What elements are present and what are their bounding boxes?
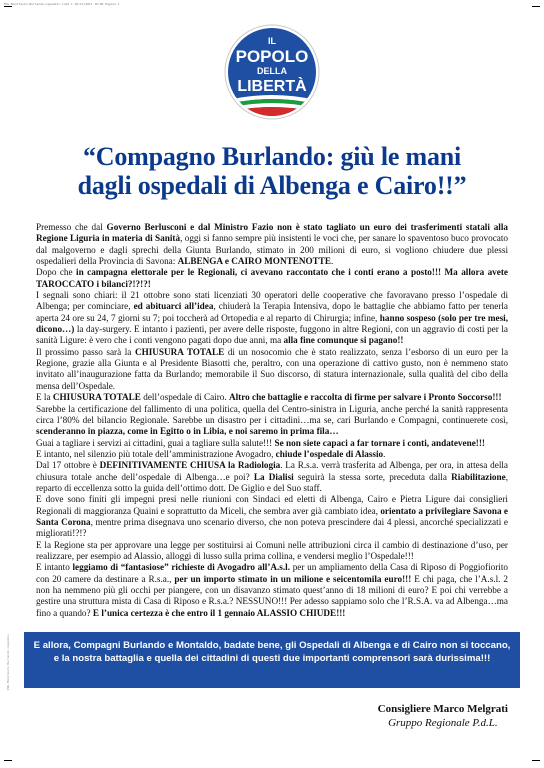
text-run-bold: Governo Berlusconi e dal Ministro Fazio non è stato tagliato un euro dei trasferimenti statali alla Regione Liguria in materia di Sanità [36,222,508,244]
paragraph-requests [36,562,508,619]
text-run: Sarebbe la certificazione del fallimento di una politica, quella del Centro-sinistra in Liguria, anche perché la sanità rappresenta circa l’80% del bilancio Regionale. Sarebbe un disastro per i cittadini…ma se, cari Burlando e Compagni, continuerete così, [36,403,508,425]
text-run-bold: Se non siete capaci a far tornare i conti, andatevene!!! [274,437,485,448]
crop-mark-top-right [532,6,540,7]
signature-block [378,702,508,730]
text-run-bold: CHIUSURA TOTALE [134,346,225,357]
paragraph-commitments [36,494,508,539]
paragraph-law [36,540,508,563]
pdl-logo [224,24,320,120]
text-run: Guai a tagliare i servizi ai cittadini, guai a tagliare sulla salute!!! [36,437,275,448]
text-run-bold: alla fine comunque si pagano!! [283,335,404,346]
text-run: , mentre prima disegnava uno scenario diverso, che non poteva prescindere dai 4 plessi, ancorché specializzati e migliorati!?!? [36,516,508,539]
text-run: di un nosocomio che è stato realizzato, senza l’esborso di un euro per la Regione, grazie alla Giunta e al Presidente Biasotti che, peraltro, con una operazione di cattivo gusto, non è nemmeno stato invitato all’inaugurazione fatta da Burlando; memorabile il Suo discorso, di statura internazionale, sulla qualità del cibo della mensa dell’Ospedale. [36,346,509,391]
text-run-bold: Riabilitazione [451,471,506,482]
print-header: PDL-Manifesto-Burlando-ospedali.indd 1 10/11/2011 16:00 Pagina 1 [4,2,120,6]
text-run: E chi paga, che l’A.s.l. 2 non ha nemmeno più gli occhi per piangere, con un disavanzo stimato quest’anno di 18 milioni di euro? E poi chi verrebbe a gestire una struttura mista di Casa di Riposo e R.s.a.? NESSUNO!!! Per adesso sappiamo solo che l’R.S.A. va ad Albenga…ma fino a quando? [36,573,508,618]
text-run: E intanto, nel silenzio più totale dell’amministrazione Avogadro, [36,448,276,459]
headline-line-2: dagli ospedali di Albenga e Cairo!!” [77,171,467,200]
text-run: E la [36,392,53,403]
text-run-bold: Altro che battaglie e raccolta di firme per salvare i Pronto Soccorso!!! [228,392,502,403]
text-run: , reparto di eccellenza sotto la guida dell’ottimo dott. De Giglio e del Suo staff. [36,471,508,493]
text-run-bold: ALBENGA e CAIRO MONTENOTTE [177,256,332,267]
text-run: E intanto [36,562,73,573]
text-run-bold: E l’unica certezza è che entro il 1 gennaio ALASSIO CHIUDE!!! [92,607,346,618]
text-run: dell’ospedale di Cairo. [140,392,229,403]
closing-banner [24,632,520,688]
text-run: per un ampliamento della Casa di Riposo di Poggiofiorito con 20 camere da destinare a R.s.a., [36,562,508,584]
text-run: la day-surgery. E intanto i pazienti, per avere delle risposte, fuggono in altre Regioni, con un aggravio di costi per la sanità Ligure: è vero che i conti vengono pagati dopo due anni, ma [36,324,508,346]
text-run-bold: ed abituarci all’idea [133,301,214,312]
text-run: Dopo che [36,267,77,278]
paragraph-cairo [36,392,508,403]
body-text [36,222,508,619]
logo-text-liberta: LIBERTÀ [237,78,307,95]
text-run: , oggi si fanno sempre più insistenti le voci che, per sanare lo spaventoso buco provocato dal malgoverno e dagli sprechi della Giunta Burlando, stimato in 200 milioni di euro, si vogliono chiudere due plessi ospedalieri della Provincia di Savona: [36,233,509,267]
text-run: . La R.s.a. verrà trasferita ad Albenga, per ora, in attesa della chiusura totale anche dell’ospedale di Albenga…e poi? [36,460,508,482]
text-run: Il prossimo passo sarà la [36,346,135,357]
print-side-code: PDL Manifesto Burlando ospedali [6,634,10,690]
logo-text-della: DELLA [257,66,287,76]
text-run: . [383,448,386,459]
text-run-bold: CHIUSURA TOTALE [52,392,141,403]
text-run-bold: orientato a privilegiare Savona e Santa Corona [36,505,508,527]
crop-mark-bottom-left [4,760,12,761]
signature-name: Consigliere Marco Melgrati [377,703,508,715]
text-run: E dove sono finiti gli impegni presi nelle riunioni con Sindaci ed eletti di Albenga, Cairo e Pietra Ligure dai consiglieri Regionali di maggioranza Quaini e soprattutto da Miceli, che sembra aver già cambiato idea, [36,494,508,516]
crop-mark-bottom-right [532,760,540,761]
crop-mark-top-left [4,6,12,7]
paragraph-next-step [36,347,508,392]
banner-line-1: E allora, Compagni Burlando e Montaldo, badate bene, gli Ospedali di Albenga e di Cairo non si toccano, [33,640,511,651]
signature-group: Gruppo Regionale P.d.L. [388,717,498,729]
paragraph-premise [36,222,508,267]
headline [24,142,520,200]
text-run: Dal 17 ottobre è [36,460,100,471]
headline-line-1: “Compagno Burlando: giù le mani [82,142,462,171]
paragraph-radiology [36,460,508,494]
pdl-logo-emblem [224,24,320,120]
paragraph-warning [36,438,508,449]
text-run: I segnali sono chiari: il 21 ottobre sono stati licenziati 30 operatori delle cooperative che favoravano presso l’ospedale di Albenga; per cominciare, [36,290,508,312]
logo-text-popolo: POPOLO [235,47,309,66]
text-run-bold: per un importo stimato in un milione e seicentomila euro!!! [174,573,412,584]
paragraph-campaign [36,267,508,290]
text-run-bold: La Dialisi [253,471,294,482]
logo-text-il: IL [268,36,276,46]
paragraph-signals [36,290,508,347]
text-run: . [331,256,334,267]
paragraph-failure [36,404,508,438]
text-run-bold: scenderanno in piazza, come in Egitto o in Libia, e noi saremo in prima fila… [36,426,339,437]
text-run-bold: leggiamo di “fantasiose” richieste di Avogadro all’A.s.l. [72,562,291,573]
text-run: Premesso che dal [36,222,107,232]
text-run: seguirà la stessa sorte, preceduta dalla [293,471,452,482]
text-run-bold: in campagna elettorale per le Regionali, ci avevano raccontato che i conti erano a posto!!! Ma allora avete TAROCCATO i bilanci?!?!?! [36,267,508,289]
banner-line-2: e la nostra battaglia e quella dei cittadini di questi due importanti comprensori sarà durissima!!! [53,653,491,664]
text-run: E la Regione sta per approvare una legge per sostituirsi ai Comuni nelle attribuzioni circa il cambio di destinazione d’uso, per realizzare, per esempio ad Alassio, alloggi di lusso sulla prima collina, e vendersi meglio l’Ospedale!!! [36,539,508,561]
text-run-bold: DEFINITIVAMENTE CHIUSA la Radiologia [99,460,281,471]
text-run-bold: hanno sospeso (solo per tre mesi, dicono…) [36,312,508,335]
paragraph-alassio [36,449,508,460]
text-run-bold: chiude l’ospedale di Alassio [275,448,384,459]
text-run: , chiuderà la Terapia Intensiva, dopo le battaglie che abbiamo fatto per tenerla aperta 24 ore su 24, 7 giorni su 7; poi toccherà ad Ortopedia e al reparto di Chirurgia; infine, [36,301,509,323]
